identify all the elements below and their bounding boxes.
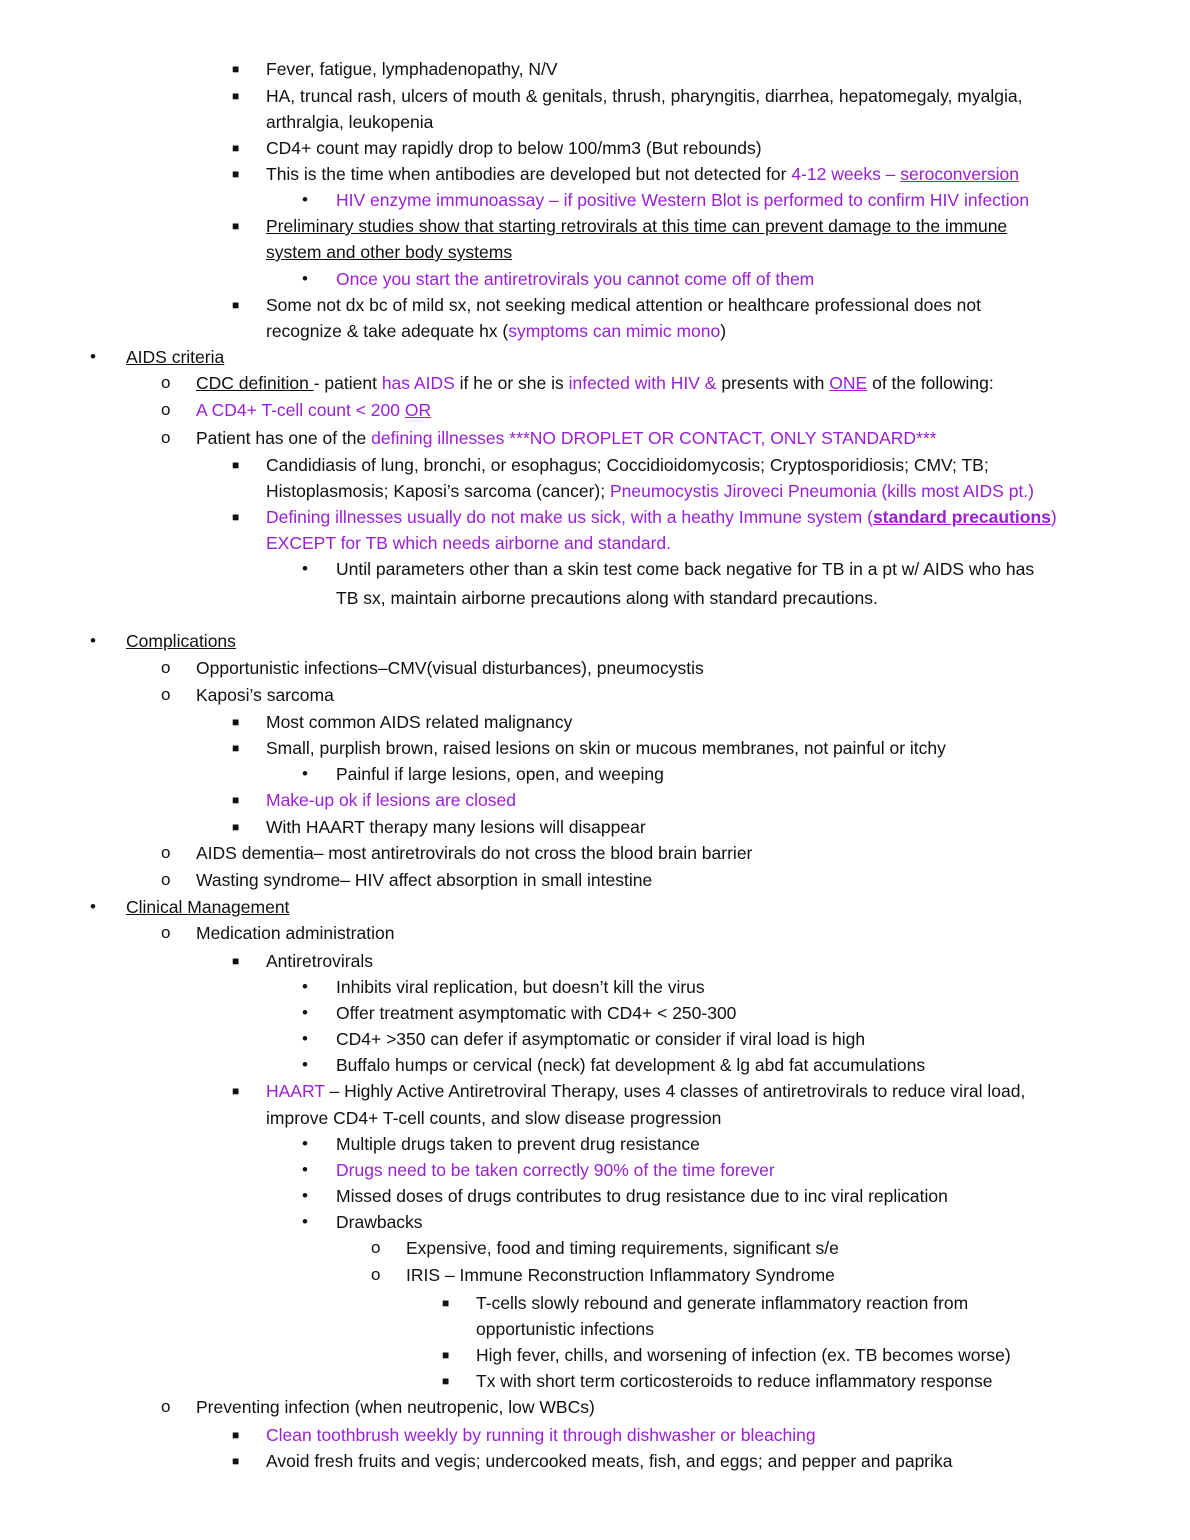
- text-run: 4-12 weeks –: [791, 164, 901, 184]
- list-item: [0, 135, 1190, 161]
- list-item: [0, 1342, 1190, 1368]
- text-run: Patient has one of the: [196, 428, 372, 448]
- round-bullet-icon: •: [302, 1212, 308, 1231]
- round-bullet-icon: •: [302, 977, 308, 996]
- square-bullet-icon: ■: [232, 219, 240, 233]
- text-run: CDC definition: [196, 373, 314, 393]
- square-bullet-icon: ■: [232, 820, 240, 834]
- list-item: [0, 787, 1190, 813]
- item-text: Most common AIDS related malignancy: [266, 712, 573, 732]
- text-run: defining illnesses ***NO DROPLET OR CONTACT, ONLY STANDARD***: [371, 428, 937, 448]
- item-text: High fever, chills, and worsening of infection (ex. TB becomes worse): [476, 1345, 1011, 1365]
- text-run: – Highly Active Antiretroviral Therapy, uses 4 classes of antiretrovirals to reduce viral load,: [324, 1081, 1026, 1101]
- item-text: improve CD4+ T-cell counts, and slow disease progression: [266, 1108, 722, 1128]
- text-run: OR: [404, 400, 432, 420]
- standard-precautions-term: standard precautions: [872, 507, 1051, 527]
- square-bullet-icon: ■: [232, 793, 240, 807]
- item-text: [266, 1078, 1025, 1104]
- text-run: This is the time when antibodies are developed but not detected for: [266, 164, 792, 184]
- heading-text: AIDS criteria: [126, 347, 225, 367]
- square-bullet-icon: ■: [232, 458, 240, 472]
- item-text: Once you start the antiretrovirals you cannot come off of them: [336, 269, 815, 289]
- text-run: - patient: [313, 373, 382, 393]
- section-heading: [0, 344, 1190, 370]
- square-bullet-icon: ■: [442, 1296, 450, 1310]
- list-item-continuation: [0, 478, 1190, 504]
- list-item-continuation: [0, 318, 1190, 344]
- square-bullet-icon: ■: [232, 167, 240, 181]
- round-bullet-icon: •: [302, 764, 308, 783]
- list-item: [0, 1209, 1190, 1235]
- round-bullet-icon: •: [302, 269, 308, 288]
- text-run: A CD4+ T-cell count < 200: [196, 400, 405, 420]
- seroconversion-term: seroconversion: [900, 164, 1019, 184]
- list-item: [0, 56, 1190, 82]
- square-bullet-icon: ■: [232, 1428, 240, 1442]
- list-item: [0, 1368, 1190, 1394]
- square-bullet-icon: ■: [232, 298, 240, 312]
- circle-bullet-icon: o: [161, 685, 171, 704]
- round-bullet-icon: •: [302, 1029, 308, 1048]
- list-item: [0, 709, 1190, 735]
- text-run: Histoplasmosis; Kaposi’s sarcoma (cancer);: [266, 481, 610, 501]
- list-item: [0, 920, 1190, 946]
- circle-bullet-icon: o: [161, 428, 171, 447]
- item-text: CD4+ count may rapidly drop to below 100/mm3 (But rebounds): [266, 138, 762, 158]
- item-text: system and other body systems: [266, 242, 513, 262]
- item-text: With HAART therapy many lesions will disappear: [266, 817, 646, 837]
- text-run: Defining illnesses usually do not make us sick, with a heathy Immune system (: [266, 507, 873, 527]
- list-item: [0, 1235, 1190, 1261]
- list-item: [0, 556, 1190, 582]
- round-bullet-icon: •: [302, 559, 308, 578]
- item-text: HA, truncal rash, ulcers of mouth & genitals, thrush, pharyngitis, diarrhea, hepatomegaly, myalgia,: [266, 86, 1023, 106]
- list-item: [0, 397, 1190, 423]
- circle-bullet-icon: o: [371, 1238, 381, 1257]
- circle-bullet-icon: o: [371, 1265, 381, 1284]
- round-bullet-icon: •: [90, 631, 96, 650]
- item-text: Candidiasis of lung, bronchi, or esophagus; Coccidioidomycosis; Cryptosporidiosis; CMV; TB;: [266, 455, 989, 475]
- list-item: [0, 187, 1190, 213]
- list-item: [0, 974, 1190, 1000]
- list-item: [0, 83, 1190, 109]
- round-bullet-icon: •: [90, 347, 96, 366]
- item-text: Preventing infection (when neutropenic, low WBCs): [196, 1397, 595, 1417]
- text-run: has AIDS: [381, 373, 455, 393]
- item-text: Preliminary studies show that starting retrovirals at this time can prevent damage to the immune: [266, 216, 1008, 236]
- item-text: Make-up ok if lesions are closed: [266, 790, 516, 810]
- list-item: [0, 735, 1190, 761]
- item-text: Fever, fatigue, lymphadenopathy, N/V: [266, 59, 558, 79]
- item-text: T-cells slowly rebound and generate inflammatory reaction from: [476, 1293, 969, 1313]
- item-text: EXCEPT for TB which needs airborne and standard.: [266, 533, 671, 553]
- list-item: [0, 814, 1190, 840]
- item-text: CD4+ >350 can defer if asymptomatic or consider if viral load is high: [336, 1029, 866, 1049]
- text-run: presents with: [716, 373, 830, 393]
- item-text: [196, 370, 994, 396]
- round-bullet-icon: •: [302, 1003, 308, 1022]
- item-text: Expensive, food and timing requirements, significant s/e: [406, 1238, 839, 1258]
- item-text: HIV enzyme immunoassay – if positive Western Blot is performed to confirm HIV infection: [336, 190, 1030, 210]
- circle-bullet-icon: o: [161, 400, 171, 419]
- item-text: Offer treatment asymptomatic with CD4+ < 250-300: [336, 1003, 737, 1023]
- item-text: [196, 425, 937, 451]
- item-text: Drawbacks: [336, 1212, 423, 1232]
- square-bullet-icon: ■: [232, 89, 240, 103]
- item-text: Buffalo humps or cervical (neck) fat development & lg abd fat accumulations: [336, 1055, 926, 1075]
- round-bullet-icon: •: [302, 1160, 308, 1179]
- text-run: ): [1050, 507, 1057, 527]
- circle-bullet-icon: o: [161, 923, 171, 942]
- item-text: [266, 318, 726, 344]
- item-text: Small, purplish brown, raised lesions on skin or mucous membranes, not painful or itchy: [266, 738, 946, 758]
- round-bullet-icon: •: [90, 897, 96, 916]
- list-item: [0, 504, 1190, 530]
- item-text: Tx with short term corticosteroids to reduce inflammatory response: [476, 1371, 993, 1391]
- list-item: [0, 452, 1190, 478]
- item-text: IRIS – Immune Reconstruction Inflammatory Syndrome: [406, 1265, 835, 1285]
- list-item: [0, 1262, 1190, 1288]
- list-item-continuation: [0, 1316, 1190, 1342]
- item-text: Drugs need to be taken correctly 90% of the time forever: [336, 1160, 775, 1180]
- circle-bullet-icon: o: [161, 870, 171, 889]
- item-text: AIDS dementia– most antiretrovirals do not cross the blood brain barrier: [196, 843, 753, 863]
- item-text: Medication administration: [196, 923, 395, 943]
- list-item: [0, 840, 1190, 866]
- item-text: Clean toothbrush weekly by running it through dishwasher or bleaching: [266, 1425, 816, 1445]
- text-run: symptoms can mimic mono: [508, 321, 721, 341]
- list-item-continuation: [0, 109, 1190, 135]
- list-item: [0, 1394, 1190, 1420]
- circle-bullet-icon: o: [161, 658, 171, 677]
- round-bullet-icon: •: [302, 190, 308, 209]
- item-text: Kaposi’s sarcoma: [196, 685, 334, 705]
- round-bullet-icon: •: [302, 1186, 308, 1205]
- list-item: [0, 948, 1190, 974]
- square-bullet-icon: ■: [232, 715, 240, 729]
- circle-bullet-icon: o: [161, 1397, 171, 1416]
- item-text: Inhibits viral replication, but doesn’t kill the virus: [336, 977, 705, 997]
- square-bullet-icon: ■: [232, 62, 240, 76]
- item-text: opportunistic infections: [476, 1319, 655, 1339]
- circle-bullet-icon: o: [161, 843, 171, 862]
- square-bullet-icon: ■: [232, 741, 240, 755]
- text-run: ONE: [829, 373, 868, 393]
- round-bullet-icon: •: [302, 1134, 308, 1153]
- list-item: [0, 292, 1190, 318]
- item-text: Avoid fresh fruits and vegis; undercooked meats, fish, and eggs; and pepper and paprika: [266, 1451, 953, 1471]
- heading-text: Clinical Management: [126, 897, 290, 917]
- item-text: Antiretrovirals: [266, 951, 373, 971]
- section-heading: [0, 894, 1190, 920]
- text-run: Pneumocystis Jiroveci Pneumonia (kills most AIDS pt.): [609, 481, 1035, 501]
- section-heading: [0, 628, 1190, 654]
- item-text: [196, 397, 431, 423]
- text-run: ): [720, 321, 727, 341]
- list-item: [0, 425, 1190, 451]
- list-item: [0, 266, 1190, 292]
- list-item-continuation: [0, 530, 1190, 556]
- item-text: Until parameters other than a skin test come back negative for TB in a pt w/ AIDS who has: [336, 559, 1035, 579]
- text-run: infected with HIV &: [568, 373, 717, 393]
- list-item: [0, 1131, 1190, 1157]
- item-text: Some not dx bc of mild sx, not seeking medical attention or healthcare professional does not: [266, 295, 981, 315]
- item-text: [266, 478, 1034, 504]
- item-text: [266, 504, 1057, 530]
- list-item: [0, 1422, 1190, 1448]
- item-text: Missed doses of drugs contributes to drug resistance due to inc viral replication: [336, 1186, 948, 1206]
- item-text: TB sx, maintain airborne precautions along with standard precautions.: [336, 588, 878, 608]
- square-bullet-icon: ■: [442, 1374, 450, 1388]
- list-item: [0, 1183, 1190, 1209]
- item-text: Opportunistic infections–CMV(visual disturbances), pneumocystis: [196, 658, 704, 678]
- square-bullet-icon: ■: [232, 1084, 240, 1098]
- item-text: Painful if large lesions, open, and weeping: [336, 764, 664, 784]
- list-item: [0, 1157, 1190, 1183]
- square-bullet-icon: ■: [232, 510, 240, 524]
- list-item: [0, 1448, 1190, 1474]
- item-text: Wasting syndrome– HIV affect absorption in small intestine: [196, 870, 653, 890]
- list-item: [0, 1290, 1190, 1316]
- list-item: [0, 1026, 1190, 1052]
- text-run: recognize & take adequate hx (: [266, 321, 509, 341]
- square-bullet-icon: ■: [232, 954, 240, 968]
- text-run: if he or she is: [454, 373, 569, 393]
- round-bullet-icon: •: [302, 1055, 308, 1074]
- list-item: [0, 370, 1190, 396]
- list-item-continuation: [0, 1105, 1190, 1131]
- list-item: [0, 161, 1190, 187]
- circle-bullet-icon: o: [161, 373, 171, 392]
- list-item: [0, 655, 1190, 681]
- list-item: [0, 213, 1190, 239]
- text-run: of the following:: [867, 373, 994, 393]
- list-item: [0, 682, 1190, 708]
- item-text: arthralgia, leukopenia: [266, 112, 434, 132]
- item-text: Multiple drugs taken to prevent drug resistance: [336, 1134, 700, 1154]
- heading-text: Complications: [126, 631, 236, 651]
- text-run: HAART: [266, 1081, 325, 1101]
- list-item-continuation: [0, 585, 1190, 611]
- list-item: [0, 761, 1190, 787]
- list-item: [0, 1078, 1190, 1104]
- list-item: [0, 1052, 1190, 1078]
- list-item-continuation: [0, 239, 1190, 265]
- list-item: [0, 1000, 1190, 1026]
- list-item: [0, 867, 1190, 893]
- square-bullet-icon: ■: [442, 1348, 450, 1362]
- square-bullet-icon: ■: [232, 1454, 240, 1468]
- item-text: [266, 161, 1019, 187]
- square-bullet-icon: ■: [232, 141, 240, 155]
